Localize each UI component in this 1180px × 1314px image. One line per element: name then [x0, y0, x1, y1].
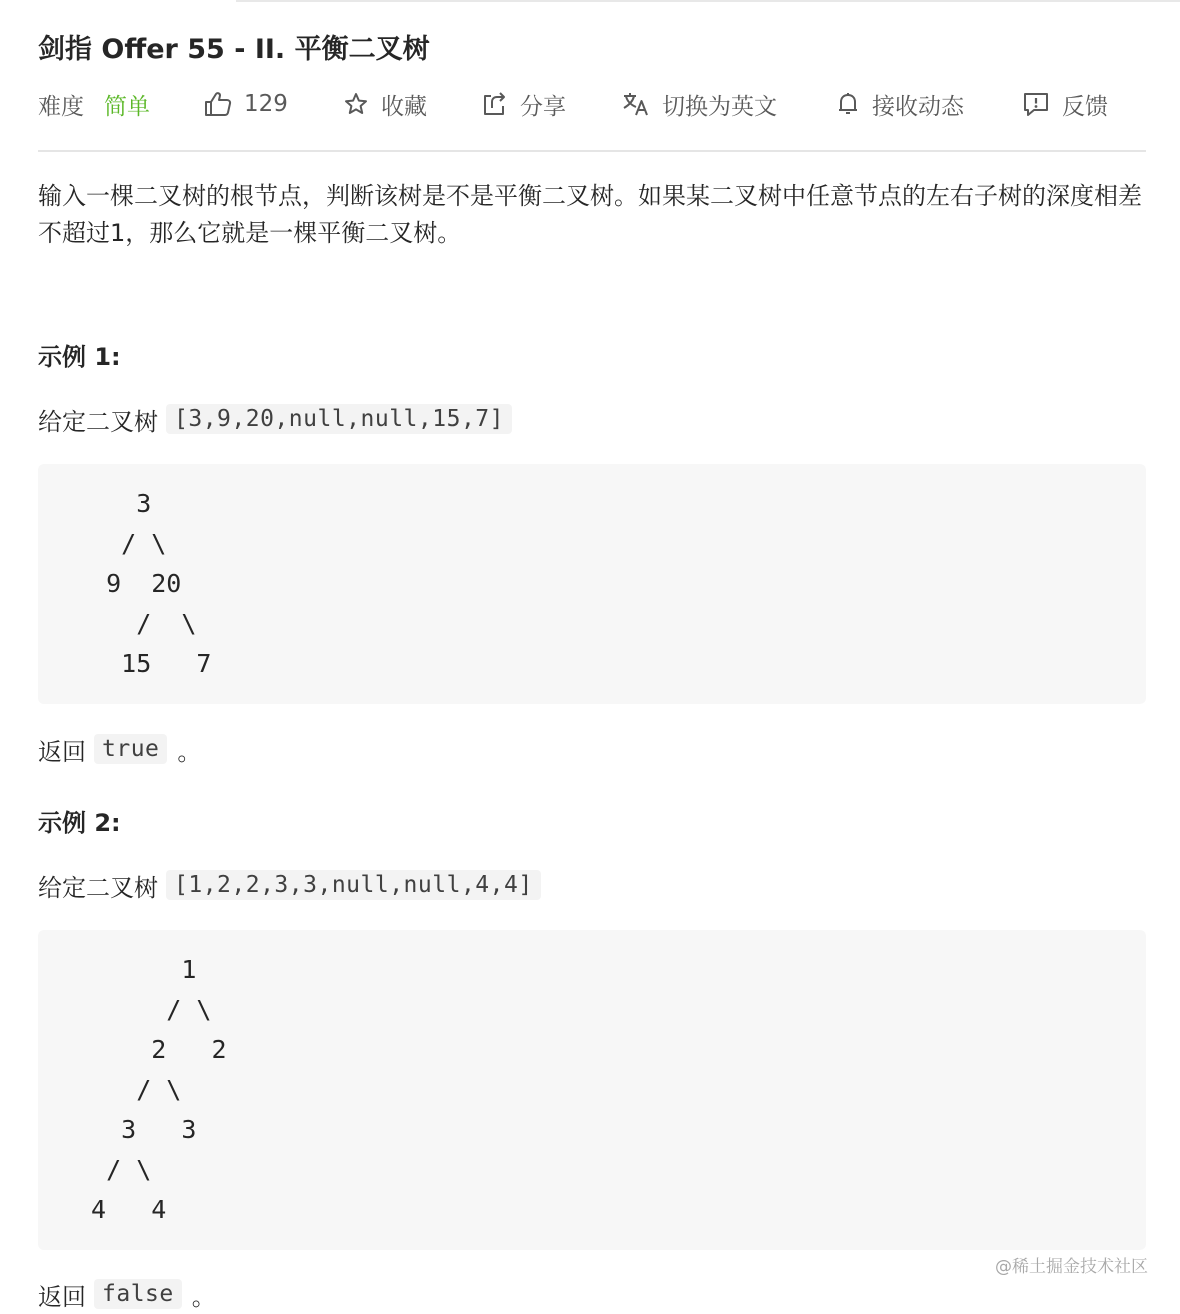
translate-icon [622, 91, 650, 117]
example-2-return [38, 1274, 216, 1314]
favorite-label: 收藏 [381, 93, 427, 120]
example-2-given [38, 865, 541, 905]
feedback-label: 反馈 [1062, 93, 1108, 120]
problem-meta-bar [38, 84, 1148, 124]
example-1-title: 示例 1: [38, 343, 121, 371]
example-2-tree: 1 / \ 2 2 / \ 3 3 / \ 4 4 [91, 955, 227, 1224]
return-label: 返回 [38, 737, 86, 766]
example-1-tree: 3 / \ 9 20 / \ 15 7 [106, 489, 212, 678]
difficulty-label: 难度 [38, 93, 84, 120]
translate-label: 切换为英文 [662, 93, 777, 120]
subscribe-button[interactable] [836, 84, 964, 124]
share-icon [482, 91, 508, 117]
star-icon [343, 91, 369, 117]
example-1-output: true [94, 734, 167, 764]
example-1-given [38, 399, 512, 439]
given-label: 给定二叉树 [38, 407, 158, 436]
period: 。 [177, 737, 202, 766]
bell-icon [836, 91, 860, 117]
example-2-tree-block [38, 930, 1146, 1250]
difficulty-value: 简单 [104, 93, 150, 120]
example-2-output: false [94, 1279, 182, 1309]
example-1-input: [3,9,20,null,null,15,7] [166, 404, 512, 434]
subscribe-label: 接收动态 [872, 93, 964, 120]
difficulty [38, 84, 150, 124]
problem-description: 输入一棵二叉树的根节点，判断该树是不是平衡二叉树。如果某二叉树中任意节点的左右子树的深度相差不超过1，那么它就是一棵平衡二叉树。 [38, 182, 1142, 247]
share-label: 分享 [520, 93, 566, 120]
example-2-input: [1,2,2,3,3,null,null,4,4] [166, 870, 541, 900]
period: 。 [191, 1282, 216, 1311]
example-1-return [38, 729, 201, 769]
like-button[interactable] [204, 84, 288, 124]
feedback-button[interactable] [1022, 84, 1108, 124]
divider [38, 150, 1146, 152]
feedback-icon [1022, 91, 1050, 117]
example-1-tree-block [38, 464, 1146, 704]
translate-button[interactable] [622, 84, 777, 124]
thumbs-up-icon [204, 91, 232, 117]
top-divider [236, 0, 1180, 2]
like-count: 129 [244, 91, 288, 117]
example-2-title: 示例 2: [38, 809, 121, 837]
share-button[interactable] [482, 84, 566, 124]
return-label: 返回 [38, 1282, 86, 1311]
page-title: 剑指 Offer 55 - II. 平衡二叉树 [38, 34, 430, 65]
watermark: @稀土掘金技术社区 [995, 1257, 1148, 1277]
favorite-button[interactable] [343, 84, 427, 124]
given-label: 给定二叉树 [38, 873, 158, 902]
